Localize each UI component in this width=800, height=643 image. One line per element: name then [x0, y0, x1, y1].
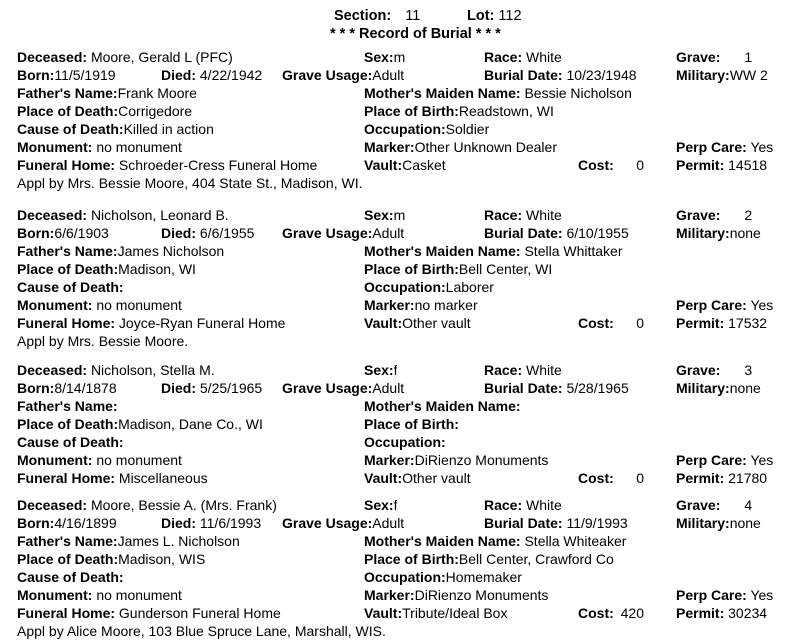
died-field [161, 225, 254, 241]
born-field [17, 515, 117, 531]
grave-usage-value: Adult [372, 67, 405, 83]
deceased-value: Moore, Gerald L (PFC) [90, 49, 233, 65]
grave-value: 4 [744, 497, 753, 513]
deceased-label: Deceased: [17, 362, 88, 378]
funeral-home-label: Funeral Home: [17, 605, 116, 621]
mother-label: Mother's Maiden Name: [364, 243, 521, 259]
permit-label: Permit: [676, 157, 725, 173]
occupation-field [364, 279, 494, 295]
lot-value: 112 [498, 8, 522, 24]
deceased-label: Deceased: [17, 497, 88, 513]
monument-value: no monument [96, 452, 182, 468]
section-value: 11 [405, 8, 421, 24]
deceased-field [17, 49, 347, 65]
cost-label: Cost: [578, 605, 614, 621]
race-value: White [526, 362, 562, 378]
died-label: Died: [161, 380, 196, 396]
marker-field [364, 297, 478, 313]
burial-date-value: 11/9/1993 [566, 515, 628, 531]
record-title: * * * Record of Burial * * * [330, 26, 501, 42]
father-field [17, 85, 197, 101]
monument-label: Monument: [17, 139, 93, 155]
burial-date-field [484, 380, 640, 396]
grave-usage-label: Grave Usage: [282, 515, 373, 531]
military-field [676, 515, 761, 531]
perp-care-field [676, 297, 773, 313]
place-death-value: Madison, WIS [118, 551, 206, 567]
cause-label: Cause of Death: [17, 569, 124, 585]
occupation-value: Soldier [445, 121, 490, 137]
place-of-birth-field [364, 551, 644, 567]
burial-date-value: 5/28/1965 [566, 380, 629, 396]
grave-field [676, 207, 752, 223]
lot-label: Lot: [467, 8, 495, 24]
father-field [17, 533, 240, 549]
cause-of-death-field [17, 569, 124, 585]
occupation-label: Occupation: [364, 121, 446, 137]
cost-value: 0 [636, 157, 644, 173]
monument-label: Monument: [17, 587, 93, 603]
burial-record [0, 448, 800, 639]
occupation-value: Homemaker [445, 569, 522, 585]
father-label: Father's Name: [17, 533, 118, 549]
permit-label: Permit: [676, 315, 725, 331]
marker-value: Other Unknown Dealer [414, 139, 557, 155]
race-field [484, 362, 562, 378]
place-of-death-field [17, 551, 205, 567]
race-field [484, 207, 562, 223]
sex-field [364, 497, 397, 513]
place-death-value: Corrigedore [118, 103, 193, 119]
burial-record [0, 158, 800, 349]
grave-usage-label: Grave Usage: [282, 225, 373, 241]
burial-date-field [484, 67, 640, 83]
funeral-home-value: Miscellaneous [118, 470, 208, 486]
sex-field [364, 207, 405, 223]
grave-usage-field [282, 380, 404, 396]
race-value: White [526, 207, 562, 223]
monument-value: no monument [96, 587, 182, 603]
sex-label: Sex: [364, 362, 394, 378]
military-value: none [729, 515, 761, 531]
marker-value: no marker [414, 297, 478, 313]
grave-label: Grave: [676, 49, 721, 65]
burial-date-label: Burial Date: [484, 515, 563, 531]
sex-value: f [393, 497, 398, 513]
military-value: none [729, 225, 761, 241]
monument-value: no monument [96, 297, 182, 313]
vault-value: Other vault [402, 315, 471, 331]
born-field [17, 380, 117, 396]
monument-field [17, 587, 182, 603]
funeral-home-label: Funeral Home: [17, 470, 116, 486]
father-label: Father's Name: [17, 243, 118, 259]
perp-care-value: Yes [750, 139, 774, 155]
place-death-value: Madison, WI [118, 261, 196, 277]
permit-value: 30234 [728, 605, 768, 621]
monument-label: Monument: [17, 297, 93, 313]
burial-date-value: 10/23/1948 [566, 67, 637, 83]
cost-value [600, 605, 644, 621]
place-of-death-field [17, 416, 263, 432]
marker-label: Marker: [364, 139, 415, 155]
perp-care-field [676, 139, 773, 155]
died-value: 5/25/1965 [199, 380, 263, 396]
mother-value: Bessie Nicholson [524, 85, 632, 101]
permit-label: Permit: [676, 470, 725, 486]
marker-value: DiRienzo Monuments [414, 452, 549, 468]
perp-care-label: Perp Care: [676, 587, 747, 603]
place-of-birth-field [364, 261, 644, 277]
marker-label: Marker: [364, 452, 415, 468]
occupation-label: Occupation: [364, 279, 446, 295]
appl-value: Appl by Mrs. Bessie Moore, 404 State St., Madison, WI. [17, 175, 363, 191]
cost-value: 420 [620, 605, 644, 621]
monument-value: no monument [96, 139, 182, 155]
cause-label: Cause of Death: [17, 121, 124, 137]
marker-label: Marker: [364, 297, 415, 313]
marker-field [364, 139, 557, 155]
cost-value: 0 [636, 315, 644, 331]
place-of-death-field [17, 103, 192, 119]
place-birth-label: Place of Birth: [364, 551, 459, 567]
born-field [17, 67, 116, 83]
father-field [17, 398, 118, 414]
sex-value: f [393, 362, 398, 378]
sex-label: Sex: [364, 49, 394, 65]
sex-field [364, 362, 397, 378]
place-death-label: Place of Death: [17, 551, 119, 567]
mother-label: Mother's Maiden Name: [364, 398, 521, 414]
occupation-field [364, 121, 489, 137]
place-of-birth-field [364, 103, 644, 119]
place-of-birth-field [364, 416, 644, 432]
born-value: 4/16/1899 [54, 515, 117, 531]
mother-field [364, 398, 644, 414]
military-label: Military: [676, 67, 730, 83]
grave-usage-value: Adult [372, 515, 405, 531]
sex-label: Sex: [364, 207, 394, 223]
permit-label: Permit: [676, 605, 725, 621]
race-field [484, 497, 562, 513]
cost-label: Cost: [578, 315, 614, 331]
permit-field [676, 605, 767, 621]
grave-usage-field [282, 67, 404, 83]
burial-date-label: Burial Date: [484, 225, 563, 241]
burial-record [0, 0, 800, 191]
cause-of-death-field [17, 121, 214, 137]
monument-label: Monument: [17, 452, 93, 468]
race-label: Race: [484, 207, 523, 223]
place-birth-label: Place of Birth: [364, 261, 459, 277]
father-label: Father's Name: [17, 398, 118, 414]
sex-label: Sex: [364, 497, 394, 513]
grave-value: 1 [744, 49, 753, 65]
perp-care-value: Yes [750, 587, 774, 603]
cause-label: Cause of Death: [17, 279, 124, 295]
funeral-home-value: Gunderson Funeral Home [118, 605, 281, 621]
died-field [161, 67, 262, 83]
deceased-value: Nicholson, Leonard B. [90, 207, 229, 223]
died-label: Died: [161, 67, 196, 83]
sex-field [364, 49, 405, 65]
father-value: James Nicholson [117, 243, 225, 259]
permit-value: 14518 [728, 157, 768, 173]
burial-date-label: Burial Date: [484, 67, 563, 83]
born-value: 6/6/1903 [54, 225, 109, 241]
vault-label: Vault: [364, 157, 403, 173]
place-of-death-field [17, 261, 196, 277]
deceased-field [17, 362, 347, 378]
mother-value: Stella Whiteaker [524, 533, 627, 549]
grave-label: Grave: [676, 497, 721, 513]
died-value: 6/6/1955 [199, 225, 255, 241]
born-label: Born: [17, 225, 55, 241]
occupation-value: Laborer [445, 279, 494, 295]
perp-care-field [676, 587, 773, 603]
born-value: 11/5/1919 [54, 67, 116, 83]
marker-value: DiRienzo Monuments [414, 587, 549, 603]
place-birth-value: Bell Center, WI [458, 261, 553, 277]
father-value: Frank Moore [117, 85, 197, 101]
military-value: none [729, 380, 761, 396]
place-death-value: Madison, Dane Co., WI [118, 416, 263, 432]
father-label: Father's Name: [17, 85, 118, 101]
died-value: 4/22/1942 [199, 67, 263, 83]
military-field [676, 67, 768, 83]
race-field [484, 49, 562, 65]
sex-value: m [393, 49, 406, 65]
grave-field [676, 362, 752, 378]
place-death-label: Place of Death: [17, 416, 119, 432]
mother-field [364, 85, 644, 101]
grave-field [676, 49, 752, 65]
deceased-field [17, 497, 347, 513]
marker-field [364, 587, 548, 603]
place-death-label: Place of Death: [17, 261, 119, 277]
occupation-label: Occupation: [364, 434, 446, 450]
vault-value: Tribute/Ideal Box [402, 605, 508, 621]
born-label: Born: [17, 380, 55, 396]
grave-usage-value: Adult [372, 380, 405, 396]
burial-date-label: Burial Date: [484, 380, 563, 396]
funeral-home-value: Joyce-Ryan Funeral Home [118, 315, 286, 331]
race-value: White [526, 497, 562, 513]
died-value: 11/6/1993 [199, 515, 262, 531]
grave-usage-field [282, 225, 404, 241]
perp-care-value: Yes [750, 297, 774, 313]
race-label: Race: [484, 49, 523, 65]
mother-label: Mother's Maiden Name: [364, 533, 521, 549]
perp-care-label: Perp Care: [676, 297, 747, 313]
section-label: Section: [334, 8, 392, 24]
application-note [17, 623, 386, 639]
permit-value: 21780 [728, 470, 768, 486]
mother-value: Stella Whittaker [524, 243, 623, 259]
deceased-label: Deceased: [17, 49, 88, 65]
born-field [17, 225, 109, 241]
funeral-home-label: Funeral Home: [17, 157, 116, 173]
funeral-home-label: Funeral Home: [17, 315, 116, 331]
died-label: Died: [161, 225, 196, 241]
burial-date-field [484, 515, 640, 531]
born-label: Born: [17, 67, 55, 83]
military-label: Military: [676, 515, 730, 531]
vault-value: Other vault [402, 470, 471, 486]
deceased-value: Nicholson, Stella M. [90, 362, 215, 378]
deceased-value: Moore, Bessie A. (Mrs. Frank) [90, 497, 277, 513]
born-label: Born: [17, 515, 55, 531]
vault-label: Vault: [364, 470, 403, 486]
appl-value: Appl by Mrs. Bessie Moore. [17, 333, 189, 349]
died-field [161, 515, 261, 531]
vault-field [364, 605, 507, 621]
burial-date-value: 6/10/1955 [566, 225, 629, 241]
place-death-label: Place of Death: [17, 103, 119, 119]
marker-label: Marker: [364, 587, 415, 603]
grave-label: Grave: [676, 207, 721, 223]
sex-value: m [393, 207, 406, 223]
cost-label: Cost: [578, 157, 614, 173]
born-value: 8/14/1878 [54, 380, 117, 396]
grave-field [676, 497, 752, 513]
deceased-label: Deceased: [17, 207, 88, 223]
place-birth-value: Readstown, WI [458, 103, 554, 119]
grave-usage-value: Adult [372, 225, 405, 241]
grave-usage-label: Grave Usage: [282, 67, 373, 83]
grave-value: 2 [744, 207, 753, 223]
military-value: WW 2 [729, 67, 768, 83]
deceased-field [17, 207, 347, 223]
military-field [676, 380, 761, 396]
mother-label: Mother's Maiden Name: [364, 85, 521, 101]
grave-usage-label: Grave Usage: [282, 380, 373, 396]
mother-field [364, 243, 644, 259]
place-birth-label: Place of Birth: [364, 103, 459, 119]
monument-field [17, 139, 182, 155]
died-field [161, 380, 262, 396]
occupation-label: Occupation: [364, 569, 446, 585]
cause-of-death-field [17, 279, 124, 295]
father-field [17, 243, 224, 259]
cost-label: Cost: [578, 470, 614, 486]
permit-value: 17532 [728, 315, 768, 331]
race-value: White [526, 49, 562, 65]
place-birth-label: Place of Birth: [364, 416, 459, 432]
race-label: Race: [484, 497, 523, 513]
burial-date-field [484, 225, 640, 241]
cause-label: Cause of Death: [17, 434, 124, 450]
race-label: Race: [484, 362, 523, 378]
vault-label: Vault: [364, 315, 403, 331]
perp-care-label: Perp Care: [676, 452, 747, 468]
cost-value: 0 [636, 470, 644, 486]
occupation-field [364, 569, 522, 585]
died-label: Died: [161, 515, 196, 531]
mother-field [364, 533, 644, 549]
cause-value: Killed in action [123, 121, 214, 137]
perp-care-value: Yes [750, 452, 774, 468]
monument-field [17, 297, 182, 313]
military-label: Military: [676, 225, 730, 241]
vault-value: Casket [402, 157, 446, 173]
grave-value: 3 [744, 362, 753, 378]
place-birth-value: Bell Center, Crawford Co [458, 551, 614, 567]
vault-label: Vault: [364, 605, 403, 621]
military-field [676, 225, 761, 241]
grave-label: Grave: [676, 362, 721, 378]
appl-value: Appl by Alice Moore, 103 Blue Spruce Lane, Marshall, WIS. [17, 623, 386, 639]
funeral-home-field [17, 605, 281, 621]
perp-care-label: Perp Care: [676, 139, 747, 155]
father-value: James L. Nicholson [117, 533, 240, 549]
grave-usage-field [282, 515, 404, 531]
funeral-home-value: Schroeder-Cress Funeral Home [118, 157, 318, 173]
military-label: Military: [676, 380, 730, 396]
